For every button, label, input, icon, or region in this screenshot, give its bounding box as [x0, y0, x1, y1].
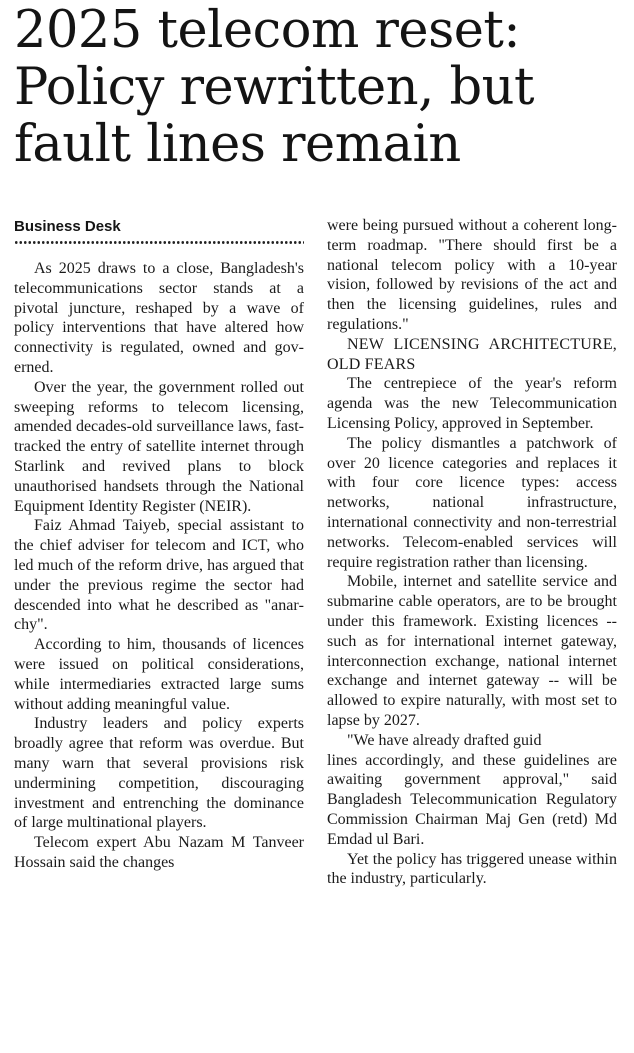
continued-paragraph: were being pursued without a coherent long-term roadmap. "There should first be a national telecom policy with a 10-year vision, followed by revisions of the act and then the licensing guidelines, rules and regulations." — [327, 217, 617, 333]
paragraph: The policy dismantles a patchwork of over 20 licence categories and replaces it with four core licence types: access networks, national infrastructure, international connectivity and non-terrestrial networks. Telecom-enabled services will require registration rather than licensing. — [327, 434, 617, 571]
paragraph: Faiz Ahmad Taiyeb, special assistant to the chief adviser for telecom and ICT, who led much of the reform drive, has argued that under the previous regime the sector had descended into what he described as "anarchy". — [14, 517, 304, 634]
headline — [14, 2, 626, 173]
subheading: NEW LICENSING ARCHITECTURE, OLD FEARS — [327, 335, 617, 373]
paragraph: As 2025 draws to a close, Bangladesh's telecommunications sector stands at a pivotal juncture, reshaped by a wave of policy interventions that have altered how connectivity is regulated, owned and governed. — [14, 260, 304, 376]
paragraph: lines accordingly, and these guidelines are awaiting government approval," said Bangladesh Telecommunication Regulatory Commission Chairman Maj Gen (retd) Md Emdad ul Bari. — [327, 751, 617, 848]
headline-line-1: 2025 telecom reset: — [14, 1, 521, 60]
headline-line-3: fault lines remain — [14, 115, 461, 174]
paragraph: The centrepiece of the year's reform agenda was the new Telecommunication Licensing Policy, approved in September. — [327, 375, 617, 432]
left-column — [14, 259, 304, 873]
paragraph: "We have already drafted guid — [347, 731, 542, 749]
paragraph: Mobile, internet and satellite service and submarine cable operators, are to be brought under this framework. Existing licences -- such as for international internet gateway, interconnection exchange, national internet exchange and internet gateway -- will be allowed to expire naturally, with most set to lapse by 2027. — [327, 573, 617, 729]
byline: Business Desk — [14, 218, 121, 235]
right-column — [327, 216, 617, 889]
paragraph: According to him, thousands of licences were issued on political considerations, while intermediaries extracted large sums without adding meaningful value. — [14, 636, 304, 713]
dotted-rule — [14, 240, 304, 245]
paragraph: Over the year, the government rolled out sweeping reforms to telecom licensing, amended decades-old surveillance laws, fast-tracked the entry of satellite internet through Starlink and revived plans to block unauthorised handsets through the National Equipment Identity Register (NEIR). — [14, 378, 304, 515]
paragraph: Industry leaders and policy experts broadly agree that reform was overdue. But many warn that several provisions risk undermining competition, discouraging investment and entrenching the dominance of large multinational players. — [14, 715, 304, 832]
paragraph: Yet the policy has triggered unease within the industry, particularly. — [327, 850, 617, 888]
paragraph: Telecom expert Abu Nazam M Tanveer Hossain said the changes — [14, 834, 304, 871]
headline-line-2: Policy rewritten, but — [14, 58, 534, 117]
